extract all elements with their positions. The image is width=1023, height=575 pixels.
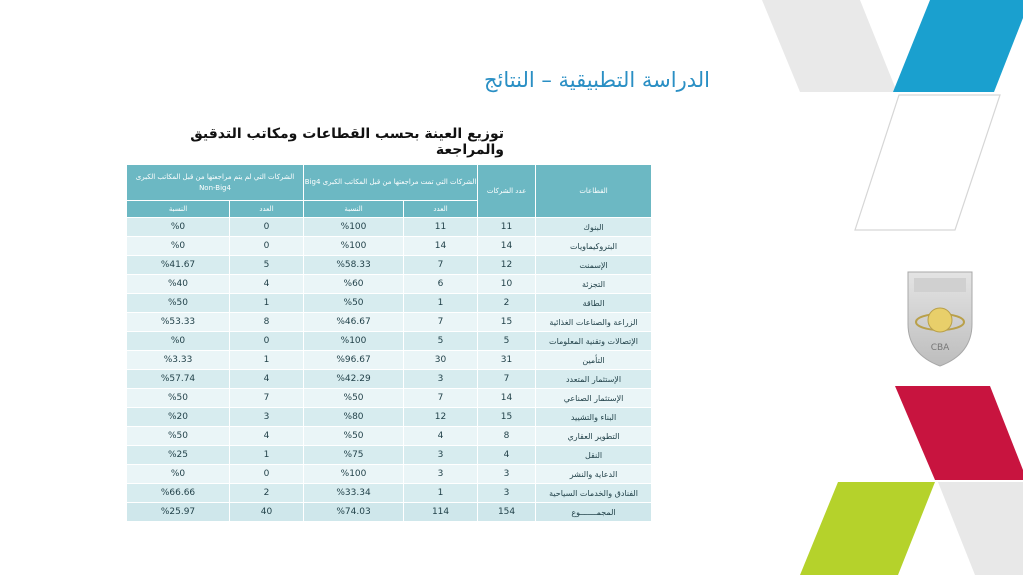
- table-row: [127, 389, 652, 408]
- cell-sector: النقل: [536, 446, 652, 465]
- cell-non-big4-count: 4: [230, 275, 304, 294]
- logo-abbr: CBA: [930, 343, 950, 353]
- cell-total: 4: [478, 446, 536, 465]
- total-row: [127, 503, 652, 522]
- cell-sector: التأمين: [536, 351, 652, 370]
- cell-sector: التطوير العقاري: [536, 427, 652, 446]
- header-non-big4: الشركات التي لم يتم مراجعتها من قبل المكاتب الكبرى Non-Big4: [127, 165, 304, 201]
- cell-big4-ratio: %50: [304, 389, 404, 408]
- cell-total: 3: [478, 484, 536, 503]
- cell-non-big4-ratio: %0: [127, 237, 230, 256]
- cell-total: 31: [478, 351, 536, 370]
- cell-non-big4-count: 7: [230, 389, 304, 408]
- cell-total: 12: [478, 256, 536, 275]
- cell-big4-count: 4: [404, 427, 478, 446]
- table-row: [127, 256, 652, 275]
- cell-non-big4-count: 3: [230, 408, 304, 427]
- cell-non-big4-count: 8: [230, 313, 304, 332]
- cell-big4-count: 3: [404, 446, 478, 465]
- cell-big4-ratio: %60: [304, 275, 404, 294]
- cell-big4-ratio: %42.29: [304, 370, 404, 389]
- table-row: [127, 275, 652, 294]
- cell-big4-ratio: %100: [304, 218, 404, 237]
- cell-big4-ratio: %50: [304, 294, 404, 313]
- crimson-parallelogram: [895, 386, 1023, 480]
- cell-non-big4-count: 0: [230, 465, 304, 484]
- shield-banner: [914, 278, 966, 292]
- cell-big4-count: 114: [404, 503, 478, 522]
- cell-sector: الإستثمار الصناعي: [536, 389, 652, 408]
- table-row: [127, 237, 652, 256]
- cell-big4-ratio: %58.33: [304, 256, 404, 275]
- cell-big4-ratio: %33.34: [304, 484, 404, 503]
- cell-sector: الفنادق والخدمات السياحية: [536, 484, 652, 503]
- cell-big4-count: 6: [404, 275, 478, 294]
- cell-non-big4-count: 5: [230, 256, 304, 275]
- cell-non-big4-count: 2: [230, 484, 304, 503]
- cell-non-big4-ratio: %20: [127, 408, 230, 427]
- cell-total: 3: [478, 465, 536, 484]
- cell-total: 8: [478, 427, 536, 446]
- cell-total: 15: [478, 313, 536, 332]
- cell-sector: البنوك: [536, 218, 652, 237]
- cell-non-big4-count: 0: [230, 237, 304, 256]
- cell-non-big4-count: 1: [230, 351, 304, 370]
- table-row: [127, 351, 652, 370]
- sample-distribution-table: [126, 164, 652, 522]
- cell-total: 154: [478, 503, 536, 522]
- cell-sector: الإتصالات وتقنية المعلومات: [536, 332, 652, 351]
- cell-big4-count: 12: [404, 408, 478, 427]
- table-row: [127, 294, 652, 313]
- lime-parallelogram: [800, 482, 935, 575]
- cell-non-big4-ratio: %25.97: [127, 503, 230, 522]
- cell-sector: المجمـــــــوع: [536, 503, 652, 522]
- cell-non-big4-ratio: %25: [127, 446, 230, 465]
- cell-non-big4-ratio: %0: [127, 218, 230, 237]
- cell-non-big4-ratio: %66.66: [127, 484, 230, 503]
- header-big4-ratio: النسبة: [304, 201, 404, 218]
- globe-icon: [928, 308, 952, 332]
- cell-non-big4-ratio: %57.74: [127, 370, 230, 389]
- cell-big4-ratio: %100: [304, 332, 404, 351]
- cell-non-big4-ratio: %0: [127, 332, 230, 351]
- cell-sector: البناء والتشييد: [536, 408, 652, 427]
- cell-big4-ratio: %100: [304, 465, 404, 484]
- cell-sector: الإسمنت: [536, 256, 652, 275]
- table-row: [127, 332, 652, 351]
- table-row: [127, 427, 652, 446]
- cell-total: 2: [478, 294, 536, 313]
- cba-logo: [900, 262, 980, 372]
- cell-big4-ratio: %80: [304, 408, 404, 427]
- cell-big4-count: 7: [404, 389, 478, 408]
- table-row: [127, 218, 652, 237]
- cell-total: 11: [478, 218, 536, 237]
- cell-non-big4-count: 4: [230, 370, 304, 389]
- cell-sector: الطاقة: [536, 294, 652, 313]
- cell-big4-count: 3: [404, 370, 478, 389]
- cell-big4-count: 7: [404, 313, 478, 332]
- cyan-parallelogram-top: [893, 0, 1023, 92]
- cell-big4-ratio: %46.67: [304, 313, 404, 332]
- cell-total: 10: [478, 275, 536, 294]
- gray-parallelogram-bottom: [938, 482, 1023, 575]
- header-non-big4-ratio: النسبة: [127, 201, 230, 218]
- table-row: [127, 446, 652, 465]
- cell-big4-count: 7: [404, 256, 478, 275]
- cell-non-big4-ratio: %41.67: [127, 256, 230, 275]
- page-title: الدراسة التطبيقية – النتائج: [483, 68, 710, 92]
- table-caption: توزيع العينة بحسب القطاعات ومكاتب التدقيق والمراجعة: [190, 126, 504, 158]
- cell-sector: البتروكيماويات: [536, 237, 652, 256]
- cell-big4-ratio: %50: [304, 427, 404, 446]
- table-row: [127, 465, 652, 484]
- cell-non-big4-ratio: %50: [127, 427, 230, 446]
- cell-non-big4-count: 1: [230, 294, 304, 313]
- table-row: [127, 370, 652, 389]
- cell-big4-count: 1: [404, 484, 478, 503]
- cell-sector: التجزئة: [536, 275, 652, 294]
- header-big4-count: العدد: [404, 201, 478, 218]
- cell-big4-count: 5: [404, 332, 478, 351]
- gray-parallelogram-top: [762, 0, 897, 92]
- cell-non-big4-ratio: %3.33: [127, 351, 230, 370]
- cell-big4-ratio: %74.03: [304, 503, 404, 522]
- table-body: [127, 218, 652, 522]
- table-row: [127, 484, 652, 503]
- cell-non-big4-ratio: %0: [127, 465, 230, 484]
- cell-total: 14: [478, 389, 536, 408]
- header-big4: الشركات التي تمت مراجعتها من قبل المكاتب الكبرى Big4: [304, 165, 478, 201]
- table-row: [127, 408, 652, 427]
- cell-big4-count: 30: [404, 351, 478, 370]
- cell-big4-ratio: %96.67: [304, 351, 404, 370]
- cell-non-big4-ratio: %50: [127, 294, 230, 313]
- cell-non-big4-ratio: %50: [127, 389, 230, 408]
- cell-total: 14: [478, 237, 536, 256]
- cell-sector: الدعاية والنشر: [536, 465, 652, 484]
- cell-big4-count: 11: [404, 218, 478, 237]
- cell-non-big4-ratio: %40: [127, 275, 230, 294]
- header-sectors: القطاعات: [536, 165, 652, 218]
- cell-non-big4-count: 40: [230, 503, 304, 522]
- header-non-big4-count: العدد: [230, 201, 304, 218]
- cell-sector: الإستثمار المتعدد: [536, 370, 652, 389]
- cell-sector: الزراعة والصناعات الغذائية: [536, 313, 652, 332]
- cell-non-big4-count: 4: [230, 427, 304, 446]
- table-row: [127, 313, 652, 332]
- cell-total: 7: [478, 370, 536, 389]
- outline-parallelogram: [855, 95, 1000, 230]
- cell-non-big4-ratio: %53.33: [127, 313, 230, 332]
- cell-non-big4-count: 0: [230, 332, 304, 351]
- cell-big4-ratio: %100: [304, 237, 404, 256]
- cell-big4-count: 3: [404, 465, 478, 484]
- cell-big4-ratio: %75: [304, 446, 404, 465]
- cell-non-big4-count: 1: [230, 446, 304, 465]
- cell-non-big4-count: 0: [230, 218, 304, 237]
- header-company-count: عدد الشركات: [478, 165, 536, 218]
- cell-big4-count: 14: [404, 237, 478, 256]
- cell-total: 15: [478, 408, 536, 427]
- cell-total: 5: [478, 332, 536, 351]
- cell-big4-count: 1: [404, 294, 478, 313]
